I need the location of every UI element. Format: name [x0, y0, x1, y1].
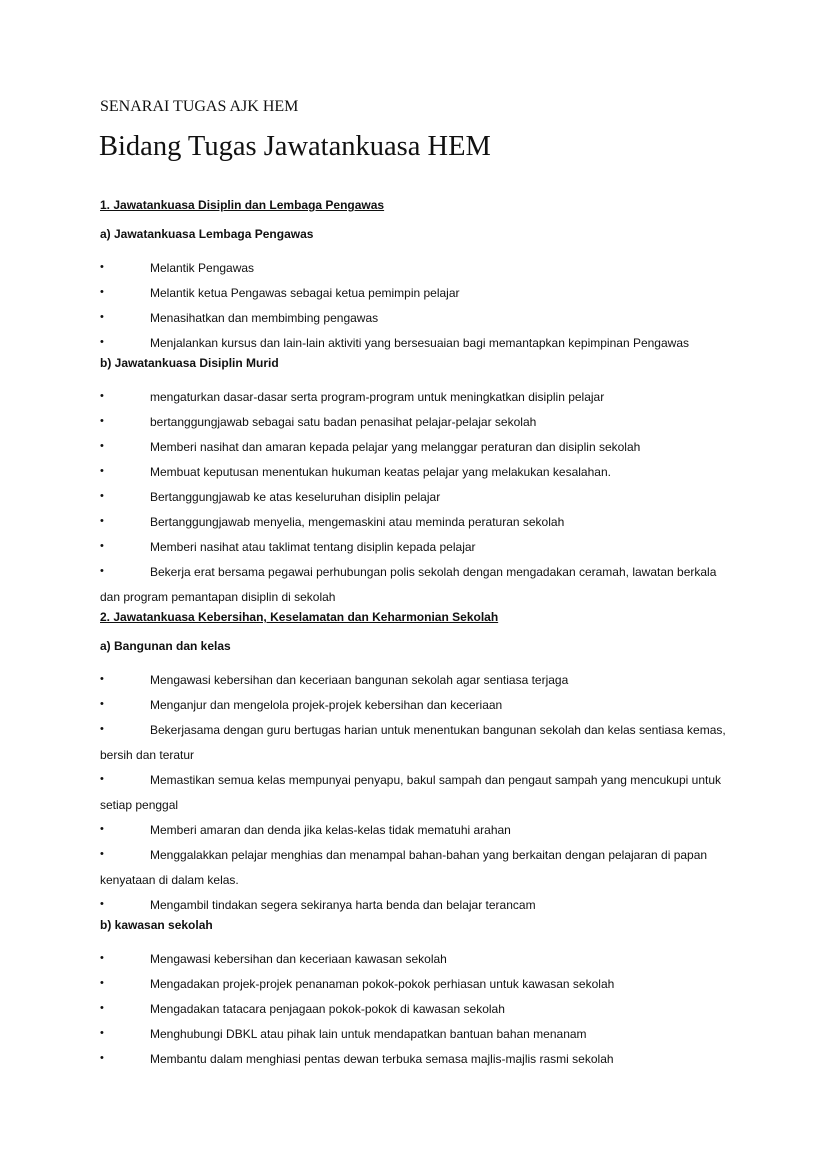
bullet-icon: • — [100, 823, 104, 835]
list-item-text: Menjalankan kursus dan lain-lain aktiviti yang bersesuaian bagi memantapkan kepimpinan Pengawas — [150, 336, 689, 350]
bullet-icon: • — [100, 311, 104, 323]
bullet-icon: • — [100, 490, 104, 502]
bullet-icon: • — [100, 565, 104, 577]
bullet-icon: • — [100, 952, 104, 964]
bullet-icon: • — [100, 773, 104, 785]
bullet-icon: • — [100, 261, 104, 273]
list-item-text: Menggalakkan pelajar menghias dan menampal bahan-bahan yang berkaitan dengan pelajaran di papan — [150, 848, 708, 862]
list-item-continuation: setiap penggal — [100, 798, 179, 812]
bullet-icon: • — [100, 515, 104, 527]
list-item-text: Melantik ketua Pengawas sebagai ketua pemimpin pelajar — [150, 286, 460, 300]
list-item-text: Mengambil tindakan segera sekiranya harta benda dan belajar terancam — [150, 898, 536, 912]
bullet-icon: • — [100, 465, 104, 477]
bullet-icon: • — [100, 848, 104, 860]
list-item-text: Bertanggungjawab ke atas keseluruhan disiplin pelajar — [150, 490, 441, 504]
subsection-heading: a) Jawatankuasa Lembaga Pengawas — [100, 227, 314, 241]
list-item-text: Memastikan semua kelas mempunyai penyapu, bakul sampah dan pengaut sampah yang mencukupi untuk — [150, 773, 722, 787]
bullet-icon: • — [100, 698, 104, 710]
section-heading: 1. Jawatankuasa Disiplin dan Lembaga Pengawas — [100, 198, 385, 212]
list-item-text: Menghubungi DBKL atau pihak lain untuk mendapatkan bantuan bahan menanam — [150, 1027, 587, 1041]
subsection-heading: b) kawasan sekolah — [100, 918, 213, 932]
list-item-text: mengaturkan dasar-dasar serta program-program untuk meningkatkan disiplin pelajar — [150, 390, 605, 404]
list-item-text: Bekerjasama dengan guru bertugas harian untuk menentukan bangunan sekolah dan kelas sentiasa kemas, — [150, 723, 726, 737]
bullet-icon: • — [100, 898, 104, 910]
list-item-text: Melantik Pengawas — [150, 261, 255, 275]
list-item-text: Membuat keputusan menentukan hukuman keatas pelajar yang melakukan kesalahan. — [150, 465, 611, 479]
list-item-text: Mengawasi kebersihan dan keceriaan bangunan sekolah agar sentiasa terjaga — [150, 673, 569, 687]
list-item-text: Memberi amaran dan denda jika kelas-kelas tidak mematuhi arahan — [150, 823, 511, 837]
bullet-icon: • — [100, 286, 104, 298]
list-item-continuation: bersih dan teratur — [100, 748, 195, 762]
list-item-text: Menasihatkan dan membimbing pengawas — [150, 311, 379, 325]
list-item-text: Bertanggungjawab menyelia, mengemaskini atau meminda peraturan sekolah — [150, 515, 565, 529]
document-kicker: SENARAI TUGAS AJK HEM — [100, 98, 299, 115]
bullet-icon: • — [100, 440, 104, 452]
bullet-icon: • — [100, 390, 104, 402]
list-item-continuation: dan program pemantapan disiplin di sekolah — [100, 590, 336, 604]
bullet-icon: • — [100, 1027, 104, 1039]
list-item-text: Membantu dalam menghiasi pentas dewan terbuka semasa majlis-majlis rasmi sekolah — [150, 1052, 614, 1066]
list-item-text: Mengadakan projek-projek penanaman pokok-pokok perhiasan untuk kawasan sekolah — [150, 977, 615, 991]
list-item-text: Memberi nasihat atau taklimat tentang disiplin kepada pelajar — [150, 540, 476, 554]
list-item-text: Menganjur dan mengelola projek-projek kebersihan dan keceriaan — [150, 698, 503, 712]
list-item-text: Mengawasi kebersihan dan keceriaan kawasan sekolah — [150, 952, 447, 966]
subsection-heading: b) Jawatankuasa Disiplin Murid — [100, 356, 279, 370]
list-item-text: Memberi nasihat dan amaran kepada pelajar yang melanggar peraturan dan disiplin sekolah — [150, 440, 641, 454]
bullet-icon: • — [100, 540, 104, 552]
bullet-icon: • — [100, 1052, 104, 1064]
list-item-text: Mengadakan tatacara penjagaan pokok-pokok di kawasan sekolah — [150, 1002, 505, 1016]
bullet-icon: • — [100, 1002, 104, 1014]
bullet-icon: • — [100, 336, 104, 348]
list-item-text: Bekerja erat bersama pegawai perhubungan polis sekolah dengan mengadakan ceramah, lawatan berkala — [150, 565, 717, 579]
bullet-icon: • — [100, 723, 104, 735]
document-title: Bidang Tugas Jawatankuasa HEM — [99, 131, 491, 162]
section-heading: 2. Jawatankuasa Kebersihan, Keselamatan dan Keharmonian Sekolah — [100, 610, 499, 624]
bullet-icon: • — [100, 673, 104, 685]
list-item-text: bertanggungjawab sebagai satu badan penasihat pelajar-pelajar sekolah — [150, 415, 537, 429]
list-item-continuation: kenyataan di dalam kelas. — [100, 873, 239, 887]
subsection-heading: a) Bangunan dan kelas — [100, 639, 231, 653]
bullet-icon: • — [100, 415, 104, 427]
bullet-icon: • — [100, 977, 104, 989]
